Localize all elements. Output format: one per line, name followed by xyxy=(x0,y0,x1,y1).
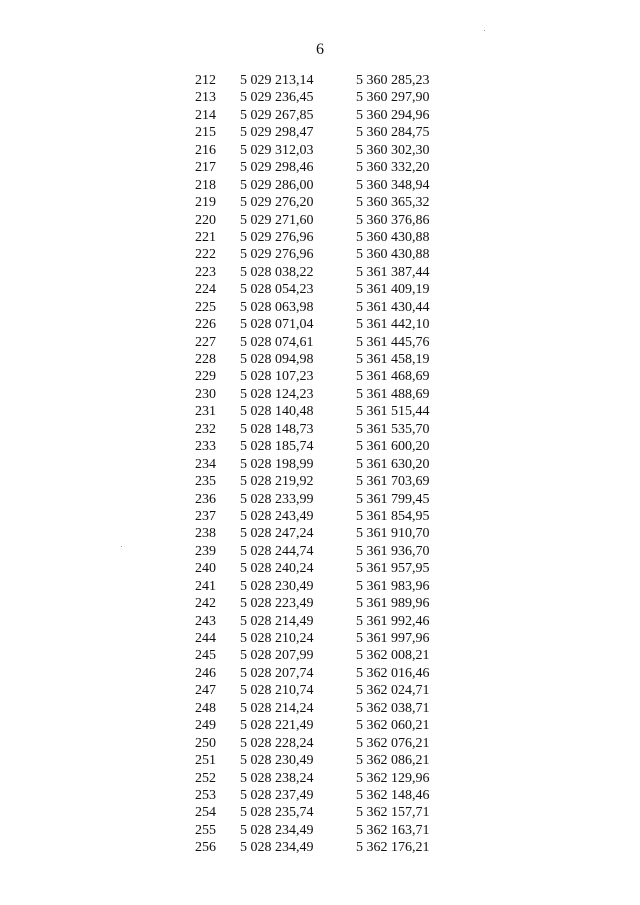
point-number-cell: 216 xyxy=(195,142,216,158)
y-coordinate-cell: 5 360 284,75 xyxy=(356,125,430,141)
point-number-cell: 229 xyxy=(195,369,216,385)
table-row xyxy=(195,473,476,490)
table-row xyxy=(195,299,476,316)
y-coordinate-cell: 5 361 445,76 xyxy=(356,334,430,350)
y-coordinate-cell: 5 360 294,96 xyxy=(356,107,430,123)
point-number-cell: 220 xyxy=(195,212,216,228)
y-coordinate-cell: 5 361 630,20 xyxy=(356,456,430,472)
y-coordinate-cell: 5 362 163,71 xyxy=(356,822,430,838)
table-row xyxy=(195,543,476,560)
table-row xyxy=(195,595,476,612)
y-coordinate-cell: 5 360 302,30 xyxy=(356,142,430,158)
scan-speck xyxy=(121,546,122,547)
y-coordinate-cell: 5 361 989,96 xyxy=(356,596,430,612)
y-coordinate-cell: 5 361 936,70 xyxy=(356,543,430,559)
point-number-cell: 242 xyxy=(195,596,216,612)
x-coordinate-cell: 5 029 312,03 xyxy=(240,142,314,158)
point-number-cell: 249 xyxy=(195,718,216,734)
y-coordinate-cell: 5 360 365,32 xyxy=(356,195,430,211)
y-coordinate-cell: 5 361 442,10 xyxy=(356,317,430,333)
table-row xyxy=(195,264,476,281)
coordinates-table xyxy=(195,72,476,857)
y-coordinate-cell: 5 361 430,44 xyxy=(356,299,430,315)
table-row xyxy=(195,159,476,176)
y-coordinate-cell: 5 361 703,69 xyxy=(356,474,430,490)
y-coordinate-cell: 5 362 129,96 xyxy=(356,770,430,786)
x-coordinate-cell: 5 028 244,74 xyxy=(240,543,314,559)
x-coordinate-cell: 5 029 298,47 xyxy=(240,125,314,141)
table-row xyxy=(195,316,476,333)
table-row xyxy=(195,212,476,229)
x-coordinate-cell: 5 028 148,73 xyxy=(240,421,314,437)
point-number-cell: 214 xyxy=(195,107,216,123)
point-number-cell: 231 xyxy=(195,404,216,420)
x-coordinate-cell: 5 028 185,74 xyxy=(240,439,314,455)
table-row xyxy=(195,560,476,577)
y-coordinate-cell: 5 361 910,70 xyxy=(356,526,430,542)
x-coordinate-cell: 5 029 236,45 xyxy=(240,90,314,106)
y-coordinate-cell: 5 361 535,70 xyxy=(356,421,430,437)
x-coordinate-cell: 5 028 207,74 xyxy=(240,665,314,681)
x-coordinate-cell: 5 028 219,92 xyxy=(240,474,314,490)
point-number-cell: 230 xyxy=(195,386,216,402)
table-row xyxy=(195,229,476,246)
x-coordinate-cell: 5 028 234,49 xyxy=(240,822,314,838)
point-number-cell: 233 xyxy=(195,439,216,455)
table-row xyxy=(195,124,476,141)
table-row xyxy=(195,665,476,682)
point-number-cell: 255 xyxy=(195,822,216,838)
page-number: 6 xyxy=(316,41,324,58)
point-number-cell: 250 xyxy=(195,735,216,751)
y-coordinate-cell: 5 360 376,86 xyxy=(356,212,430,228)
table-row xyxy=(195,630,476,647)
point-number-cell: 253 xyxy=(195,787,216,803)
x-coordinate-cell: 5 028 230,49 xyxy=(240,578,314,594)
table-row xyxy=(195,770,476,787)
x-coordinate-cell: 5 028 238,24 xyxy=(240,770,314,786)
x-coordinate-cell: 5 028 240,24 xyxy=(240,561,314,577)
point-number-cell: 237 xyxy=(195,508,216,524)
table-row xyxy=(195,72,476,89)
point-number-cell: 256 xyxy=(195,840,216,856)
table-row xyxy=(195,787,476,804)
y-coordinate-cell: 5 360 332,20 xyxy=(356,160,430,176)
point-number-cell: 241 xyxy=(195,578,216,594)
point-number-cell: 235 xyxy=(195,474,216,490)
y-coordinate-cell: 5 362 008,21 xyxy=(356,648,430,664)
table-row xyxy=(195,177,476,194)
point-number-cell: 246 xyxy=(195,665,216,681)
table-row xyxy=(195,386,476,403)
table-row xyxy=(195,194,476,211)
table-row xyxy=(195,491,476,508)
x-coordinate-cell: 5 028 234,49 xyxy=(240,840,314,856)
y-coordinate-cell: 5 361 854,95 xyxy=(356,508,430,524)
point-number-cell: 226 xyxy=(195,317,216,333)
x-coordinate-cell: 5 028 214,24 xyxy=(240,700,314,716)
point-number-cell: 224 xyxy=(195,282,216,298)
point-number-cell: 254 xyxy=(195,805,216,821)
x-coordinate-cell: 5 028 243,49 xyxy=(240,508,314,524)
y-coordinate-cell: 5 362 016,46 xyxy=(356,665,430,681)
table-row xyxy=(195,368,476,385)
x-coordinate-cell: 5 028 210,24 xyxy=(240,631,314,646)
x-coordinate-cell: 5 028 214,49 xyxy=(240,613,314,629)
y-coordinate-cell: 5 362 060,21 xyxy=(356,718,430,734)
x-coordinate-cell: 5 028 054,23 xyxy=(240,282,314,298)
table-row xyxy=(195,700,476,717)
x-coordinate-cell: 5 028 230,49 xyxy=(240,753,314,769)
x-coordinate-cell: 5 028 237,49 xyxy=(240,787,314,803)
point-number-cell: 239 xyxy=(195,543,216,559)
point-number-cell: 215 xyxy=(195,125,216,141)
point-number-cell: 236 xyxy=(195,491,216,507)
table-row xyxy=(195,246,476,263)
y-coordinate-cell: 5 360 348,94 xyxy=(356,177,430,193)
y-coordinate-cell: 5 362 176,21 xyxy=(356,840,430,856)
point-number-cell: 248 xyxy=(195,700,216,716)
point-number-cell: 244 xyxy=(195,631,216,646)
point-number-cell: 222 xyxy=(195,247,216,263)
point-number-cell: 240 xyxy=(195,561,216,577)
x-coordinate-cell: 5 029 213,14 xyxy=(240,73,314,88)
x-coordinate-cell: 5 028 063,98 xyxy=(240,299,314,315)
x-coordinate-cell: 5 029 271,60 xyxy=(240,212,314,228)
point-number-cell: 221 xyxy=(195,229,216,245)
y-coordinate-cell: 5 360 285,23 xyxy=(356,73,430,88)
y-coordinate-cell: 5 360 430,88 xyxy=(356,229,430,245)
x-coordinate-cell: 5 028 221,49 xyxy=(240,718,314,734)
y-coordinate-cell: 5 361 409,19 xyxy=(356,282,430,298)
table-row xyxy=(195,804,476,821)
table-row xyxy=(195,456,476,473)
table-row xyxy=(195,403,476,420)
y-coordinate-cell: 5 361 997,96 xyxy=(356,631,430,646)
x-coordinate-cell: 5 028 071,04 xyxy=(240,317,314,333)
y-coordinate-cell: 5 361 458,19 xyxy=(356,352,430,367)
table-row xyxy=(195,822,476,839)
point-number-cell: 225 xyxy=(195,299,216,315)
x-coordinate-cell: 5 028 198,99 xyxy=(240,456,314,472)
table-row xyxy=(195,351,476,368)
y-coordinate-cell: 5 362 157,71 xyxy=(356,805,430,821)
point-number-cell: 245 xyxy=(195,648,216,664)
y-coordinate-cell: 5 361 799,45 xyxy=(356,491,430,507)
table-row xyxy=(195,107,476,124)
table-row xyxy=(195,334,476,351)
y-coordinate-cell: 5 362 024,71 xyxy=(356,683,430,699)
table-row xyxy=(195,682,476,699)
table-row xyxy=(195,752,476,769)
x-coordinate-cell: 5 028 210,74 xyxy=(240,683,314,699)
x-coordinate-cell: 5 029 276,96 xyxy=(240,229,314,245)
x-coordinate-cell: 5 028 107,23 xyxy=(240,369,314,385)
point-number-cell: 212 xyxy=(195,73,216,88)
point-number-cell: 218 xyxy=(195,177,216,193)
y-coordinate-cell: 5 360 297,90 xyxy=(356,90,430,106)
point-number-cell: 251 xyxy=(195,753,216,769)
y-coordinate-cell: 5 361 387,44 xyxy=(356,264,430,280)
x-coordinate-cell: 5 029 276,20 xyxy=(240,195,314,211)
point-number-cell: 219 xyxy=(195,195,216,211)
table-row xyxy=(195,525,476,542)
table-row xyxy=(195,735,476,752)
x-coordinate-cell: 5 028 228,24 xyxy=(240,735,314,751)
x-coordinate-cell: 5 028 223,49 xyxy=(240,596,314,612)
x-coordinate-cell: 5 028 235,74 xyxy=(240,805,314,821)
point-number-cell: 252 xyxy=(195,770,216,786)
x-coordinate-cell: 5 028 233,99 xyxy=(240,491,314,507)
y-coordinate-cell: 5 362 148,46 xyxy=(356,787,430,803)
y-coordinate-cell: 5 361 600,20 xyxy=(356,439,430,455)
y-coordinate-cell: 5 362 076,21 xyxy=(356,735,430,751)
x-coordinate-cell: 5 028 207,99 xyxy=(240,648,314,664)
table-row xyxy=(195,613,476,630)
y-coordinate-cell: 5 361 468,69 xyxy=(356,369,430,385)
table-row xyxy=(195,839,476,856)
y-coordinate-cell: 5 361 983,96 xyxy=(356,578,430,594)
point-number-cell: 238 xyxy=(195,526,216,542)
point-number-cell: 227 xyxy=(195,334,216,350)
y-coordinate-cell: 5 361 992,46 xyxy=(356,613,430,629)
point-number-cell: 243 xyxy=(195,613,216,629)
x-coordinate-cell: 5 028 247,24 xyxy=(240,526,314,542)
x-coordinate-cell: 5 028 124,23 xyxy=(240,386,314,402)
y-coordinate-cell: 5 362 086,21 xyxy=(356,753,430,769)
table-row xyxy=(195,421,476,438)
y-coordinate-cell: 5 361 515,44 xyxy=(356,404,430,420)
table-row xyxy=(195,578,476,595)
table-row xyxy=(195,717,476,734)
point-number-cell: 223 xyxy=(195,264,216,280)
table-row xyxy=(195,142,476,159)
table-row xyxy=(195,508,476,525)
x-coordinate-cell: 5 029 276,96 xyxy=(240,247,314,263)
table-row xyxy=(195,89,476,106)
point-number-cell: 213 xyxy=(195,90,216,106)
point-number-cell: 228 xyxy=(195,352,216,367)
point-number-cell: 217 xyxy=(195,160,216,176)
y-coordinate-cell: 5 360 430,88 xyxy=(356,247,430,263)
x-coordinate-cell: 5 029 298,46 xyxy=(240,160,314,176)
point-number-cell: 232 xyxy=(195,421,216,437)
x-coordinate-cell: 5 028 140,48 xyxy=(240,404,314,420)
x-coordinate-cell: 5 029 267,85 xyxy=(240,107,314,123)
table-row xyxy=(195,438,476,455)
scan-speck xyxy=(484,30,485,31)
x-coordinate-cell: 5 028 074,61 xyxy=(240,334,314,350)
point-number-cell: 234 xyxy=(195,456,216,472)
y-coordinate-cell: 5 361 488,69 xyxy=(356,386,430,402)
table-row xyxy=(195,281,476,298)
x-coordinate-cell: 5 028 094,98 xyxy=(240,352,314,367)
point-number-cell: 247 xyxy=(195,683,216,699)
table-row xyxy=(195,647,476,664)
x-coordinate-cell: 5 028 038,22 xyxy=(240,264,314,280)
y-coordinate-cell: 5 362 038,71 xyxy=(356,700,430,716)
x-coordinate-cell: 5 029 286,00 xyxy=(240,177,314,193)
y-coordinate-cell: 5 361 957,95 xyxy=(356,561,430,577)
